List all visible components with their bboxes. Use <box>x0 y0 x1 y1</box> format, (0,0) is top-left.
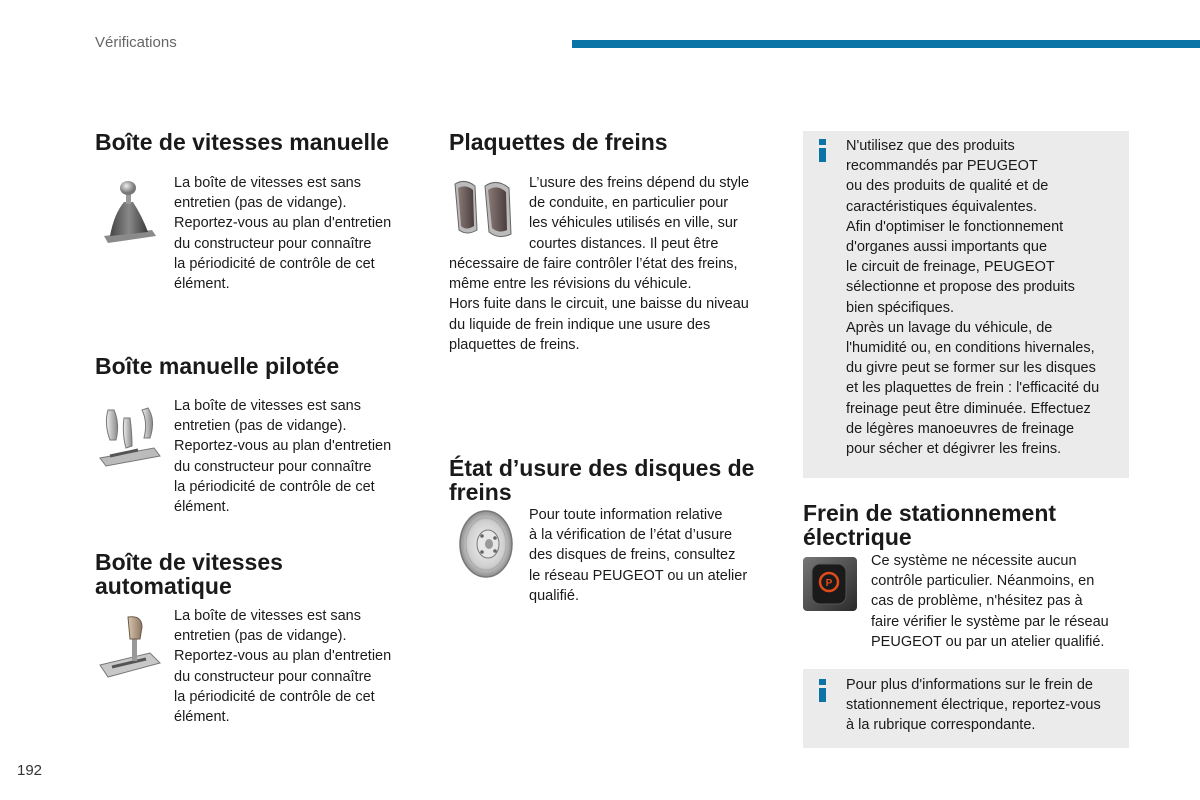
text-brake-discs <box>529 505 747 606</box>
title-automatic-gearbox <box>95 550 283 598</box>
info-box-products <box>803 131 1129 478</box>
text-line: des disques de freins, consultez <box>529 547 736 564</box>
text-line: l'humidité ou, en conditions hivernales, <box>846 340 1095 357</box>
piloted-gearbox-icon <box>98 400 162 468</box>
text-line: Reportez-vous au plan d'entretien <box>174 438 392 455</box>
text-line: élément. <box>174 709 230 726</box>
text-line: le circuit de freinage, PEUGEOT <box>846 259 1055 276</box>
text-line: contrôle particulier. Néanmoins, en <box>871 573 1095 590</box>
text-line: le réseau PEUGEOT ou un atelier <box>529 567 748 584</box>
parking-brake-switch-icon <box>802 556 858 612</box>
text-line: et les plaquettes de frein : l'efficacité du <box>846 380 1100 397</box>
text-line: Après un lavage du véhicule, de <box>846 319 1053 336</box>
text-line: recommandés par PEUGEOT <box>846 158 1038 175</box>
text-line: La boîte de vitesses est sans <box>174 175 361 191</box>
text-manual-gearbox <box>174 173 391 294</box>
running-header: Vérifications <box>95 34 177 51</box>
title-manual-gearbox: Boîte de vitesses manuelle <box>95 129 390 155</box>
info-icon <box>818 679 827 703</box>
info-box-parking-brake-text <box>846 675 1101 736</box>
text-line: du liquide de frein indique une usure des <box>449 316 711 333</box>
title-line: État d’usure des disques de <box>449 455 755 481</box>
text-line: Ce système ne nécessite aucun <box>871 553 1077 569</box>
text-line: la périodicité de contrôle de cet <box>174 688 375 705</box>
text-line: nécessaire de faire contrôler l’état des freins, <box>449 256 738 272</box>
text-line: La boîte de vitesses est sans <box>174 398 361 414</box>
text-line: freinage peut être diminuée. Effectuez <box>846 400 1091 417</box>
text-line: du constructeur pour connaître <box>174 668 372 685</box>
text-line: du constructeur pour connaître <box>174 458 372 475</box>
text-line: la périodicité de contrôle de cet <box>174 255 375 272</box>
brake-pads-icon <box>451 176 517 242</box>
title-line: automatique <box>95 573 232 599</box>
text-line: Hors fuite dans le circuit, une baisse du niveau <box>449 296 749 313</box>
text-line: plaquettes de freins. <box>449 336 580 353</box>
text-line: faire vérifier le système par le réseau <box>871 613 1109 630</box>
text-line: sélectionne et propose des produits <box>846 279 1075 296</box>
text-line: la périodicité de contrôle de cet <box>174 478 375 495</box>
text-line: cas de problème, n'hésitez pas à <box>871 593 1083 610</box>
text-line: L’usure des freins dépend du style <box>529 175 750 191</box>
title-piloted-gearbox: Boîte manuelle pilotée <box>95 353 340 379</box>
text-line: à la rubrique correspondante. <box>846 717 1036 734</box>
text-line: entretien (pas de vidange). <box>174 195 347 212</box>
svg-text:P: P <box>825 578 833 589</box>
text-line: Reportez-vous au plan d'entretien <box>174 215 392 232</box>
text-line: même entre les révisions du véhicule. <box>449 276 692 293</box>
text-line: caractéristiques équivalentes. <box>846 198 1038 215</box>
text-line: stationnement électrique, reportez-vous <box>846 697 1101 714</box>
info-icon <box>818 139 827 163</box>
text-line: du givre peut se former sur les disques <box>846 360 1096 377</box>
text-line: ou des produits de qualité et de <box>846 178 1049 195</box>
text-line: élément. <box>174 276 230 293</box>
text-line: La boîte de vitesses est sans <box>174 608 361 624</box>
text-line: les véhicules utilisés en ville, sur <box>529 215 738 232</box>
text-line: entretien (pas de vidange). <box>174 628 347 645</box>
info-box-parking-brake <box>803 669 1129 748</box>
text-line: Afin d'optimiser le fonctionnement <box>846 218 1064 235</box>
title-line: freins <box>449 479 512 505</box>
text-brake-pads-indented <box>529 173 749 254</box>
title-brake-discs <box>449 456 754 504</box>
text-line: bien spécifiques. <box>846 299 955 316</box>
header-accent-bar <box>572 40 1200 48</box>
text-automatic-gearbox <box>174 606 391 727</box>
text-line: pour sécher et dégivrer les freins. <box>846 441 1062 458</box>
text-line: courtes distances. Il peut être <box>529 235 719 252</box>
title-line: Frein de stationnement <box>803 500 1057 526</box>
text-line: Reportez-vous au plan d'entretien <box>174 648 392 665</box>
text-piloted-gearbox <box>174 396 391 517</box>
text-line: du constructeur pour connaître <box>174 235 372 252</box>
text-line: Pour toute information relative <box>529 507 723 523</box>
title-brake-pads: Plaquettes de freins <box>449 129 668 155</box>
info-box-products-text <box>846 136 1099 459</box>
manual-gearstick-icon <box>100 176 156 244</box>
text-line: d'organes aussi importants que <box>846 239 1048 256</box>
page-number: 192 <box>17 762 43 779</box>
text-line: de légères manoeuvres de freinage <box>846 420 1075 437</box>
title-line: Boîte de vitesses <box>95 549 283 575</box>
text-line: entretien (pas de vidange). <box>174 418 347 435</box>
automatic-gearbox-icon <box>98 613 162 679</box>
brake-disc-icon <box>455 508 517 580</box>
text-line: qualifié. <box>529 587 579 604</box>
text-line: élément. <box>174 499 230 516</box>
text-line: N'utilisez que des produits <box>846 138 1015 154</box>
title-electric-parking-brake <box>803 501 1056 549</box>
text-line: de conduite, en particulier pour <box>529 195 729 212</box>
text-electric-parking-brake <box>871 551 1109 652</box>
text-line: à la vérification de l’état d’usure <box>529 527 733 544</box>
text-line: PEUGEOT ou par un atelier qualifié. <box>871 633 1105 650</box>
title-line: électrique <box>803 524 912 550</box>
text-line: Pour plus d'informations sur le frein de <box>846 677 1093 693</box>
text-brake-pads-full <box>449 254 749 355</box>
